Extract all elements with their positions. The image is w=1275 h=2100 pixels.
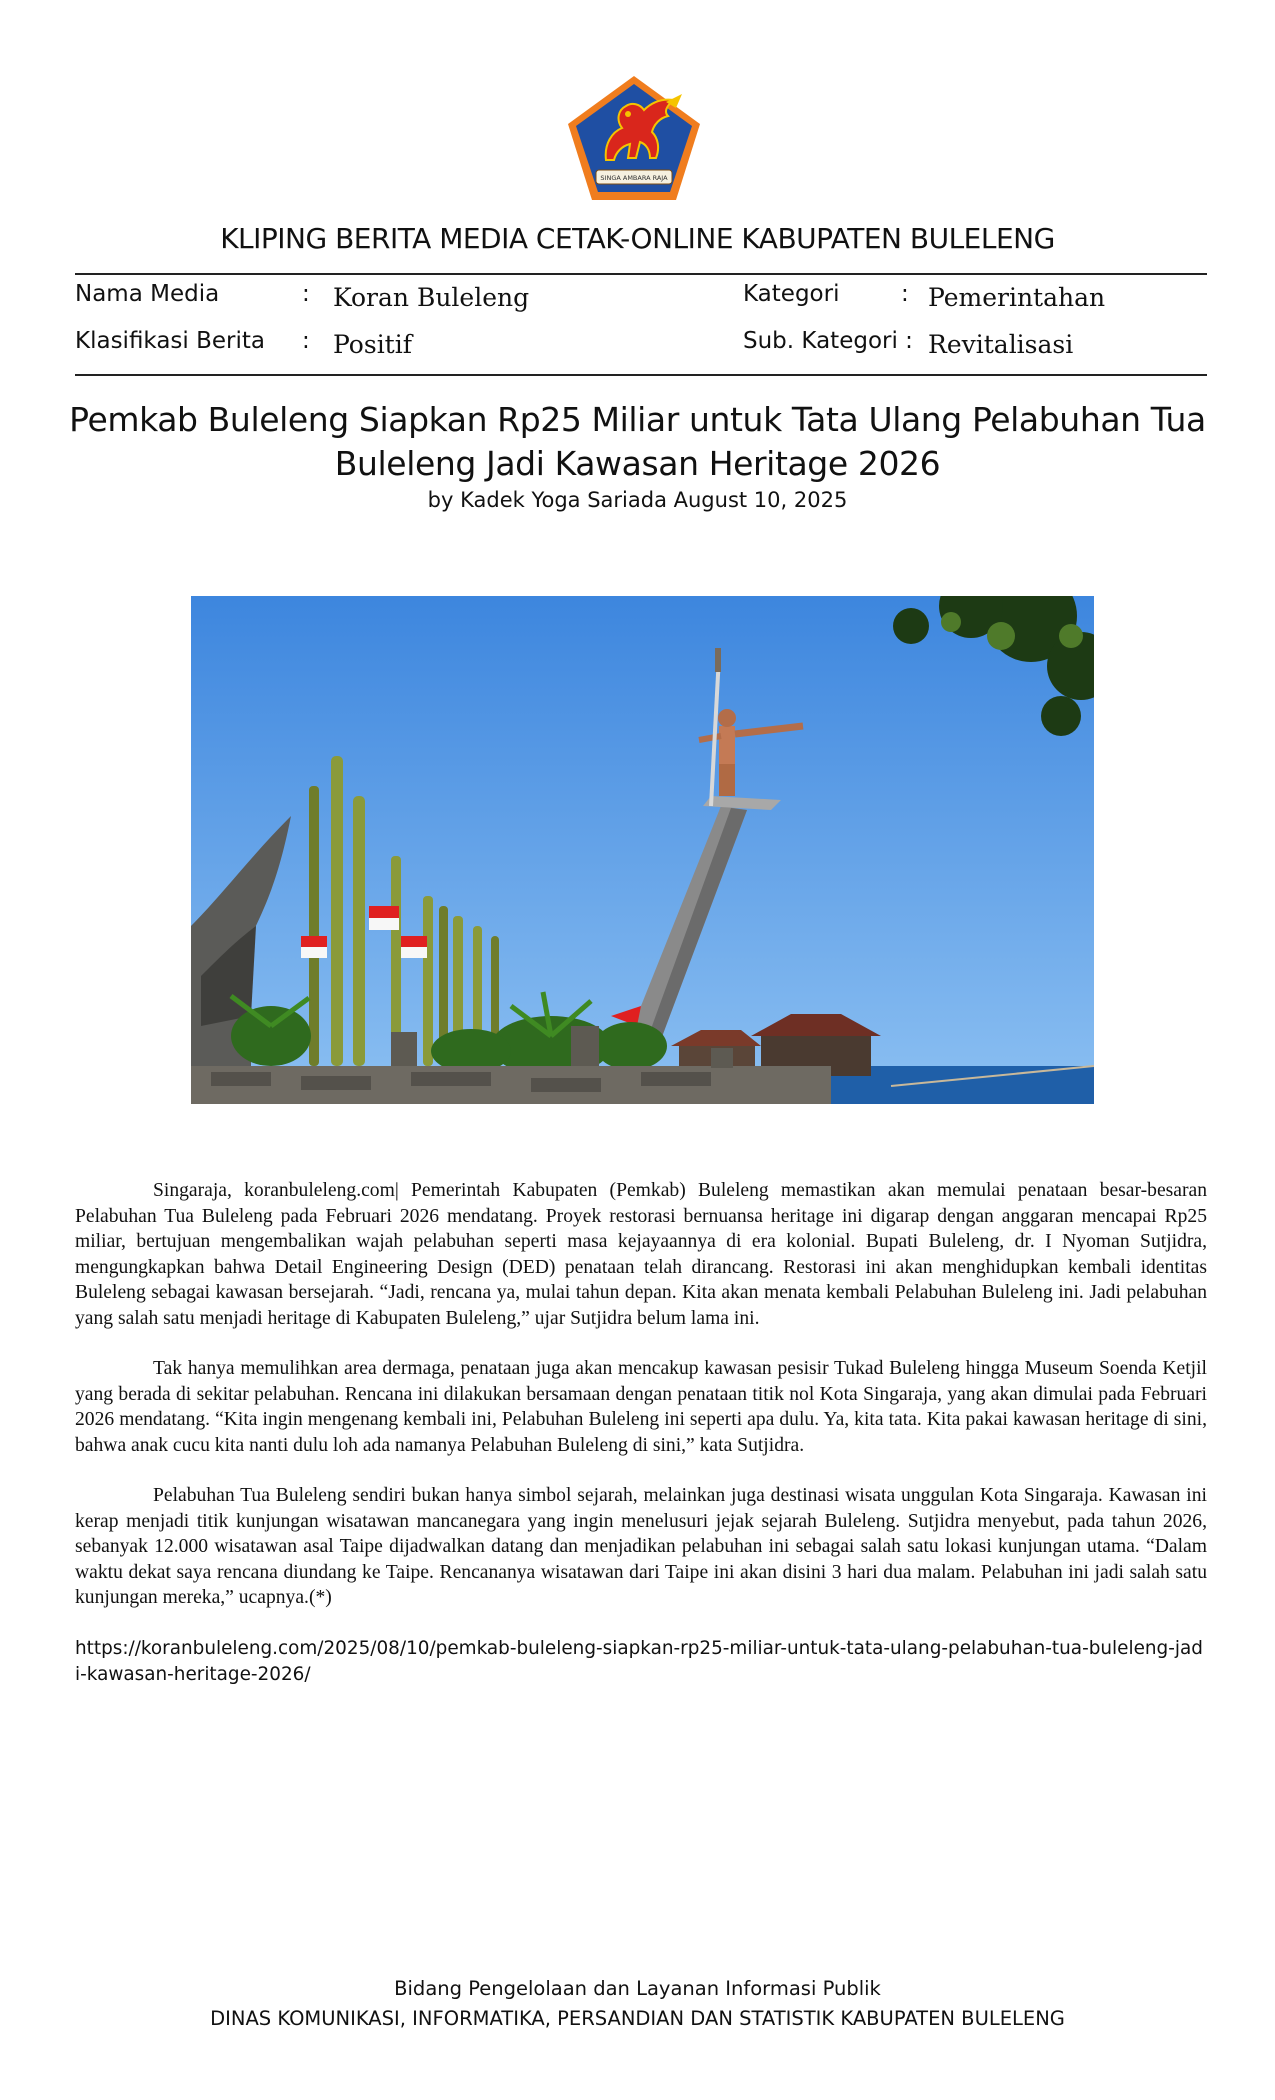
klasifikasi-value: Positif [333, 330, 412, 359]
klasifikasi-colon: : [302, 328, 310, 354]
bottom-rule [75, 374, 1207, 376]
article-paragraph: Tak hanya memulihkan area dermaga, penataan juga akan mencakup kawasan pesisir Tukad Buleleng hingga Museum Soenda Ketjil yang berada di sekitar pelabuhan. Rencana ini dilakukan bersamaan dengan penataan titik nol Kota Singaraja, yang akan dimulai pada Februari 2026 mendatang. “Kita ingin mengenang kembali ini, Pelabuhan Buleleng ini seperti apa dulu. Ya, kita tata. Kita pakai kawasan heritage di sini, bahwa anak cucu kita nanti dulu loh ada namanya Pelabuhan Buleleng di sini,” kata Sutjidra. [75, 1358, 1207, 1456]
media-label: Nama Media [75, 281, 220, 307]
source-url: https://koranbuleleng.com/2025/08/10/pemkab-buleleng-siapkan-rp25-miliar-untuk-tata-ulang-pelabuhan-tua-buleleng-jadi-kawasan-heritage-2026/ [75, 1638, 1203, 1685]
kabupaten-buleleng-logo [566, 74, 702, 202]
top-rule [75, 273, 1207, 275]
klasifikasi-label: Klasifikasi Berita [75, 328, 266, 354]
svg-text:SINGA AMBARA RAJA: SINGA AMBARA RAJA [600, 174, 668, 182]
media-colon: : [302, 281, 310, 307]
document-title: KLIPING BERITA MEDIA CETAK-ONLINE KABUPATEN BULELENG [220, 222, 1055, 255]
article-photo [191, 596, 1094, 1104]
article-byline: by Kadek Yoga Sariada August 10, 2025 [427, 488, 848, 512]
kategori-colon: : [901, 281, 909, 307]
footer-agency: DINAS KOMUNIKASI, INFORMATIKA, PERSANDIAN DAN STATISTIK KABUPATEN BULELENG [210, 2007, 1065, 2030]
footer-department: Bidang Pengelolaan dan Layanan Informasi Publik [394, 1977, 881, 2000]
article-headline: Pemkab Buleleng Siapkan Rp25 Miliar untuk Tata Ulang Pelabuhan Tua Buleleng Jadi Kawasan Heritage 2026 [69, 400, 1206, 483]
subkategori-value: Revitalisasi [928, 330, 1074, 359]
kategori-label: Kategori [743, 281, 840, 307]
article-body [75, 1178, 1207, 1636]
media-value: Koran Buleleng [333, 283, 530, 312]
article-paragraph: Singaraja, koranbuleleng.com| Pemerintah Kabupaten (Pemkab) Buleleng memastikan akan memulai penataan besar-besaran Pelabuhan Tua Buleleng pada Februari 2026 mendatang. Proyek restorasi bernuansa heritage ini digarap dengan anggaran mencapai Rp25 miliar, bertujuan mengembalikan wajah pelabuhan seperti masa kejayaannya di era kolonial. Bupati Buleleng, dr. I Nyoman Sutjidra, mengungkapkan bahwa Detail Engineering Design (DED) penataan telah dirancang. Restorasi ini akan menghidupkan kembali identitas Buleleng sebagai kawasan bersejarah. “Jadi, rencana ya, mulai tahun depan. Kita akan menata kembali Pelabuhan Buleleng ini. Jadi pelabuhan yang salah satu menjadi heritage di Kabupaten Buleleng,” ujar Sutjidra belum lama ini. [75, 1180, 1207, 1329]
article-paragraph: Pelabuhan Tua Buleleng sendiri bukan hanya simbol sejarah, melainkan juga destinasi wisata unggulan Kota Singaraja. Kawasan ini kerap menjadi titik kunjungan wisatawan mancanegara yang ingin menelusuri jejak sejarah Buleleng. Sutjidra menyebut, pada tahun 2026, sebanyak 12.000 wisatawan asal Taipe dijadwalkan datang dan menjadikan pelabuhan ini sebagai salah satu lokasi kunjungan utama. “Dalam waktu dekat saya rencana diundang ke Taipe. Rencananya wisatawan dari Taipe ini akan disini 3 hari dua malam. Pelabuhan ini jadi salah satu kunjungan mereka,” ucapnya.(*) [75, 1485, 1207, 1608]
subkategori-label: Sub. Kategori : [743, 328, 913, 354]
kategori-value: Pemerintahan [928, 283, 1106, 312]
